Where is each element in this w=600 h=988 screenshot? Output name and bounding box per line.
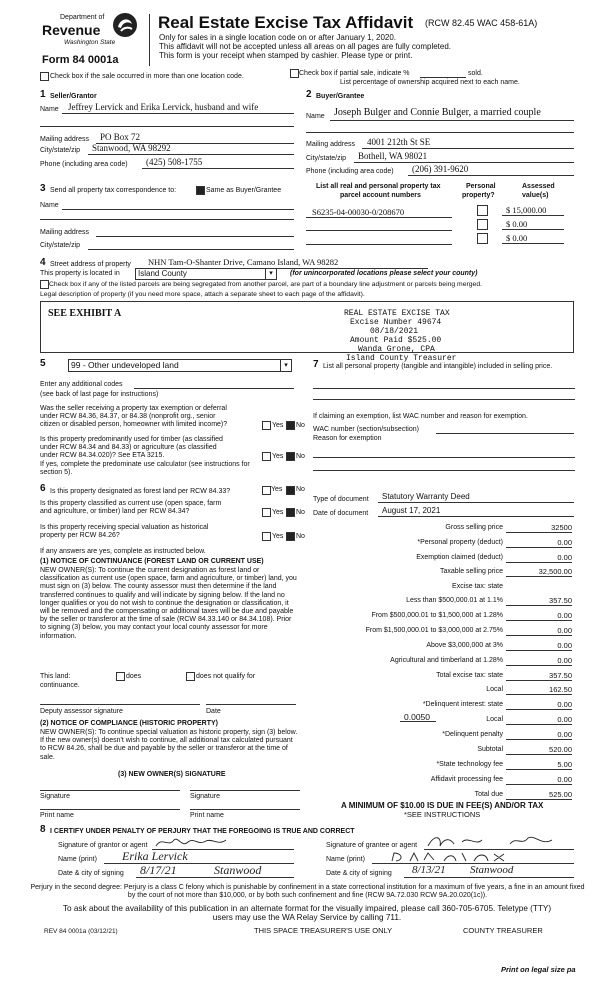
- parcel-col1: List all real and personal property tax: [316, 183, 441, 190]
- stamp-line6: Island County Treasurer: [346, 354, 457, 363]
- reason-label: Reason for exemption: [313, 435, 382, 442]
- doc-type-label: Type of document: [313, 496, 369, 503]
- sec6-q3b: property per RCW 84.26?: [40, 532, 120, 539]
- sold-label: sold.: [468, 70, 483, 77]
- value-line: [502, 229, 564, 230]
- county-treasurer-label: COUNTY TREASURER: [463, 926, 543, 935]
- grantor-date-line: [136, 877, 294, 878]
- rev-label: REV 84 0001a (03/12/21): [44, 928, 118, 935]
- yes-label: Yes: [271, 486, 283, 493]
- historic-yes-checkbox[interactable]: [262, 532, 271, 541]
- tax-row-value[interactable]: 520.00: [549, 745, 572, 754]
- seller-name-line: [62, 113, 294, 114]
- tax-row-label: Local: [486, 686, 503, 693]
- tax-row-label: Affidavit processing fee: [430, 776, 503, 783]
- tax-row-value[interactable]: 0.00: [557, 656, 572, 665]
- chevron-down-icon: ▾: [280, 360, 291, 371]
- notice1-text: NEW OWNER(S): To continue the current designation as forest land or classification as current use (open space, farm and agriculture, or timber) land, you must sign on (3) below. The county assessor must then determine if the land transferred continues to qualify and will indicate by signing below. If the land no longer qualifies or you do not wish to continue the designation or classification, it will be removed and the compensating or additional taxes will be due and payable by the seller or transferor at the time of sale (RCW 84.33.140 or 84.34.108). Prior to signing (3) below, you may contact your local county assessor for more information.: [40, 567, 297, 640]
- tax-row-value[interactable]: 357.50: [549, 596, 572, 605]
- buyer-city[interactable]: Bothell, WA 98021: [358, 151, 428, 161]
- owner-print-label1: Print name: [40, 812, 74, 819]
- form-title: Real Estate Excise Tax Affidavit: [158, 13, 414, 32]
- parcel-col2: Personal: [466, 183, 496, 190]
- legal-description: SEE EXHIBIT A: [48, 308, 122, 319]
- exempt-label: If claiming an exemption, list WAC number and reason for exemption.: [313, 413, 528, 420]
- this-land-label: This land:: [40, 673, 71, 680]
- buyer-city-label: City/state/zip: [306, 155, 347, 162]
- tax-row-line: [506, 532, 572, 533]
- sec6-q1: Is this property designated as forest land per RCW 84.33?: [50, 488, 231, 495]
- seller-phone-line: [142, 168, 294, 169]
- tax-row-value[interactable]: 0.00: [557, 715, 572, 724]
- current-use-no-checkbox[interactable]: [286, 508, 295, 517]
- tax-row-line: [506, 620, 572, 621]
- corr-name-label: Name: [40, 202, 59, 209]
- sec5-q1c: citizen or disabled person, homeowner with limited income)?: [40, 421, 228, 428]
- tax-row-line: [506, 694, 572, 695]
- forest-no-checkbox[interactable]: [286, 486, 295, 495]
- notice2-text: NEW OWNER(S): To continue special valuation as historic property, sign (3) below. If the new owner(s) doesn't wish to continue, all additional tax calculated pursuant to RCW 84.26, shall be due and payable by the seller or transferor at the time of sale.: [40, 729, 298, 761]
- seller-no: 1: [40, 89, 46, 100]
- tax-row-value[interactable]: 0.00: [557, 538, 572, 547]
- owner-sig-label2: Signature: [190, 793, 220, 800]
- grantor-date-label: Date & city of signing: [58, 870, 124, 877]
- buyer-city-line: [354, 162, 574, 163]
- owner-print-line2: [190, 809, 300, 810]
- no-label: No: [296, 533, 305, 540]
- sec8-no: 8: [40, 824, 46, 835]
- seller-phone-label: Phone (including area code): [40, 161, 128, 168]
- sec6-note: If any answers are yes, complete as instructed below.: [40, 548, 206, 555]
- tax-row-line: [506, 799, 572, 800]
- yes-label: Yes: [272, 533, 284, 540]
- reason-line2: [313, 470, 575, 471]
- notice1-title: (1) NOTICE OF CONTINUANCE (FOREST LAND OR CURRENT USE): [40, 558, 264, 565]
- grantee-sig-label: Signature of grantee or agent: [326, 842, 418, 849]
- dor-swirl-icon: [112, 12, 138, 38]
- buyer-mail-label: Mailing address: [306, 141, 356, 148]
- seller-mail-label: Mailing address: [40, 136, 90, 143]
- tax-row-line: [506, 754, 572, 755]
- buyer-heading: Buyer/Grantee: [316, 93, 365, 100]
- wac-label: WAC number (section/subsection): [313, 426, 419, 433]
- located-note: (for unincorporated locations please select your county): [290, 270, 478, 277]
- grantee-date-label: Date & city of signing: [326, 870, 392, 877]
- seller-name-line2: [40, 126, 294, 127]
- seller-phone[interactable]: (425) 508-1755: [146, 157, 203, 167]
- seller-mail[interactable]: PO Box 72: [100, 132, 141, 142]
- no-label: No: [296, 422, 305, 429]
- seller-heading: Seller/Grantor: [50, 93, 97, 100]
- q2-no-checkbox[interactable]: [286, 452, 295, 461]
- sec5-q2b: under RCW 84.34 and 84.33) or agriculture (as classified: [40, 444, 217, 451]
- assessed-value[interactable]: $ 0.00: [506, 233, 528, 243]
- tax-row-value[interactable]: 0.00: [557, 775, 572, 784]
- grantor-date[interactable]: 8/17/21: [140, 863, 177, 877]
- corr-mail-label: Mailing address: [40, 229, 90, 236]
- parcel-line: [306, 217, 452, 218]
- property-no: 4: [40, 257, 46, 268]
- deputy-date-line: [206, 704, 296, 705]
- grantor-sig-label: Signature of grantor or agent: [58, 842, 148, 849]
- sec5-q2d: If yes, complete the predominate use calculator (see instructions for: [40, 461, 250, 468]
- tax-row-label: Exemption claimed (deduct): [416, 554, 503, 561]
- tax-row-label: Agricultural and timberland at 1.28%: [390, 657, 503, 664]
- stamp-line1: REAL ESTATE EXCISE TAX: [344, 309, 450, 318]
- tax-row-label: *Personal property (deduct): [417, 539, 503, 546]
- minimum-note: A MINIMUM OF $10.00 IS DUE IN FEE(S) AND/OR TAX: [341, 801, 544, 810]
- tax-row-line: [506, 784, 572, 785]
- tax-row-line: [506, 650, 572, 651]
- county-select[interactable]: [135, 268, 277, 280]
- seller-city[interactable]: Stanwood, WA 98292: [92, 143, 171, 153]
- parcel-line: [306, 244, 452, 245]
- tax-row-label: From $1,500,000.01 to $3,000,000 at 2.75%: [365, 627, 503, 634]
- doc-date-line: [378, 516, 574, 517]
- partial-sale-checkbox[interactable]: [290, 69, 299, 78]
- grantee-date[interactable]: 8/13/21: [412, 864, 446, 876]
- multi-location-checkbox[interactable]: [40, 72, 49, 81]
- continuance-label: continuance.: [40, 682, 80, 689]
- sec5-q1a: Was the seller receiving a property tax exemption or deferral: [40, 405, 227, 412]
- form-rcw: (RCW 82.45 WAC 458-61A): [425, 18, 538, 28]
- tax-row-line: [506, 769, 572, 770]
- grantor-name-label: Name (print): [58, 856, 97, 863]
- tax-row-line: [506, 576, 572, 577]
- does-label: does: [126, 673, 142, 680]
- codes-label: Enter any additional codes: [40, 381, 123, 388]
- tax-row-line: [506, 635, 572, 636]
- wac-line: [436, 433, 574, 434]
- grantee-city[interactable]: Stanwood: [470, 864, 514, 876]
- tax-row-value[interactable]: 0.00: [557, 626, 572, 635]
- sec5-q2a: Is this property predominantly used for timber (as classified: [40, 436, 223, 443]
- tax-row-value[interactable]: 357.50: [549, 671, 572, 680]
- sec5-no: 5: [40, 358, 46, 369]
- parcel-col1b: parcel account numbers: [340, 192, 421, 199]
- personal-property-checkbox[interactable]: [477, 233, 488, 244]
- perjury-text-body: Perjury in the second degree: Perjury is a class C felony which is punishable by confinement in a state correctional institution for a maximum of five years, a fine in an amount fixed by the court of not more than $10,000, or by both such confinement and fine (RCW 9A.72.030 RCW 9A.20.020(1c)).: [30, 884, 585, 899]
- tax-row-line: [506, 562, 572, 563]
- assessed-value[interactable]: $ 0.00: [506, 219, 528, 229]
- tax-row-label: Subtotal: [477, 746, 503, 753]
- value-line: [502, 215, 564, 216]
- yes-label: Yes: [272, 453, 284, 460]
- tax-row-label: Less than $500,000.01 at 1.1%: [406, 597, 503, 604]
- doc-date-label: Date of document: [313, 510, 369, 517]
- dept-line1: Department of: [60, 14, 105, 21]
- q1-yes-checkbox[interactable]: [262, 421, 271, 430]
- street-address[interactable]: NHN Tam-O-Shanter Drive, Camano Island, WA 98282: [148, 257, 339, 267]
- personal-property-checkbox[interactable]: [477, 219, 488, 230]
- notice-2: This affidavit will not be accepted unless all areas on all pages are fully completed.: [159, 42, 452, 51]
- value-line: [502, 243, 564, 244]
- buyer-no: 2: [306, 89, 312, 100]
- sec5-q1b: under RCW 84.36, 84.37, or 84.38 (nonprofit org., senior: [40, 413, 216, 420]
- stamp-line5: Wanda Grone, CPA: [358, 345, 435, 354]
- tax-row-value[interactable]: 162.50: [549, 685, 572, 694]
- does-not-label: does not qualify for: [196, 673, 256, 680]
- historic-no-checkbox[interactable]: [286, 532, 295, 541]
- header-divider: [149, 14, 150, 66]
- local-rate[interactable]: 0.0050: [404, 712, 430, 722]
- owner-sig-label1: Signature: [40, 793, 70, 800]
- partial-sale-label: Check box if partial sale, indicate %: [299, 70, 410, 77]
- legal-size-note: Print on legal size pa: [501, 965, 576, 974]
- owner-sig-line2: [190, 790, 300, 791]
- tax-row-line: [506, 724, 572, 725]
- sec7-line1: [313, 388, 575, 389]
- tax-row-value[interactable]: 32500: [551, 523, 572, 532]
- tax-row-label: Excise tax: state: [452, 583, 503, 590]
- seller-city-line: [88, 154, 294, 155]
- land-use-select[interactable]: [68, 359, 292, 372]
- notice-1: Only for sales in a single location code on or after January 1, 2020.: [159, 33, 397, 42]
- land-use-value: 99 - Other undeveloped land: [71, 360, 179, 370]
- buyer-name-line2: [306, 132, 574, 133]
- tax-row-label: Total excise tax: state: [436, 672, 503, 679]
- buyer-phone-label: Phone (including area code): [306, 168, 394, 175]
- parcel-line: [306, 230, 452, 231]
- tax-row-value[interactable]: 0.00: [557, 641, 572, 650]
- tax-row-value[interactable]: 0.00: [557, 553, 572, 562]
- doc-type-line: [378, 502, 574, 503]
- tax-row-label: From $500,000.01 to $1,500,000 at 1.28%: [371, 612, 503, 619]
- sec6-q2b: and agriculture, or timber) land per RCW 84.34?: [40, 508, 190, 515]
- corr-mail-line: [96, 236, 294, 237]
- no-label: No: [296, 453, 305, 460]
- chevron-down-icon: ▾: [265, 269, 276, 279]
- codes-line: [134, 388, 294, 389]
- no-label: No: [296, 486, 305, 493]
- tax-row-value[interactable]: 32,500.00: [538, 567, 572, 576]
- parcel-col3: Assessed: [522, 183, 555, 190]
- forest-yes-checkbox[interactable]: [262, 486, 271, 495]
- tax-row-label: Taxable selling price: [439, 568, 503, 575]
- seller-city-label: City/state/zip: [40, 147, 81, 154]
- stamp-line4: Amount Paid $525.00: [350, 336, 442, 345]
- sec6-q3: Is this property receiving special valuation as historical: [40, 524, 209, 531]
- tax-row-label: Total due: [474, 791, 503, 798]
- deputy-label: Deputy assessor signature: [40, 708, 123, 715]
- same-as-buyer-label: Same as Buyer/Grantee: [206, 187, 282, 194]
- partial-pct-field[interactable]: [420, 77, 466, 78]
- tax-row-label: Gross selling price: [445, 524, 503, 531]
- deputy-line: [40, 704, 200, 705]
- assessed-value[interactable]: $ 15,000.00: [506, 205, 547, 215]
- tax-row-label: *Delinquent penalty: [442, 731, 503, 738]
- corr-city-label: City/state/zip: [40, 242, 81, 249]
- q2-yes-checkbox[interactable]: [262, 452, 271, 461]
- list-pct-note: List percentage of ownership acquired next to each name.: [340, 79, 520, 86]
- sec7-text: List all personal property (tangible and intangible) included in selling price.: [323, 363, 553, 370]
- perjury-text: [30, 884, 585, 900]
- does-qualify-checkbox[interactable]: [116, 672, 125, 681]
- form-number: Form 84 0001a: [42, 54, 119, 66]
- sec6-no: 6: [40, 483, 46, 494]
- grantor-name-line: [104, 863, 294, 864]
- tax-row-label: Local: [486, 716, 503, 723]
- personal-property-checkbox[interactable]: [477, 205, 488, 216]
- buyer-mail-line: [362, 148, 574, 149]
- tax-row-value[interactable]: 525.00: [549, 790, 572, 799]
- segregated-checkbox[interactable]: [40, 280, 49, 289]
- parcel-col3b: value(s): [522, 192, 549, 199]
- corr-name-line: [62, 209, 294, 210]
- parcel-number[interactable]: S6235-04-00030-0/208670: [312, 207, 405, 217]
- stamp-line2: Excise Number 49674: [350, 318, 442, 327]
- tax-row-line: [506, 709, 572, 710]
- tax-row-label: Above $3,000,000 at 3%: [426, 642, 503, 649]
- seller-name[interactable]: Jeffrey Lervick and Erika Lervick, husband and wife: [68, 102, 259, 112]
- q1-no-checkbox[interactable]: [286, 421, 295, 430]
- codes-note: (see back of last page for instructions): [40, 391, 159, 398]
- sec6-q2: Is this property classified as current use (open space, farm: [40, 500, 222, 507]
- tax-row-value[interactable]: 0.00: [557, 700, 572, 709]
- stamp-line3: 08/18/2021: [370, 327, 419, 336]
- tax-row-line: [506, 605, 572, 606]
- sec5-q2e: section 5).: [40, 469, 73, 476]
- grantor-signature: [154, 834, 234, 850]
- grantee-print-name: [388, 850, 518, 864]
- doc-date[interactable]: August 17, 2021: [382, 506, 441, 515]
- buyer-name[interactable]: Joseph Bulger and Connie Bulger, a married couple: [334, 107, 541, 118]
- seller-name-label: Name: [40, 106, 59, 113]
- multi-location-label: Check box if the sale occurred in more than one location code.: [50, 73, 244, 80]
- sec5-q2c: under RCW 84.34.020)? See ETA 3215.: [40, 452, 165, 459]
- current-use-yes-checkbox[interactable]: [262, 508, 271, 517]
- see-instructions: *SEE INSTRUCTIONS: [404, 810, 481, 819]
- does-not-qualify-checkbox[interactable]: [186, 672, 195, 681]
- buyer-phone-line: [408, 175, 574, 176]
- corr-name-line2: [40, 219, 294, 220]
- certify-text: I CERTIFY UNDER PENALTY OF PERJURY THAT THE FOREGOING IS TRUE AND CORRECT: [50, 828, 355, 835]
- tax-row-line: [506, 739, 572, 740]
- dept-line2: Revenue: [42, 22, 101, 38]
- tax-row-label: *Delinquent interest: state: [422, 701, 503, 708]
- buyer-mail[interactable]: 4001 212th St SE: [367, 137, 431, 147]
- corr-city-line: [88, 249, 294, 250]
- parcel-col2b: property?: [462, 192, 495, 199]
- tax-row-line: [506, 547, 572, 548]
- segregated-label: Check box if any of the listed parcels are being segregated from another parcel, are part of a boundary line adjustment or parcels being merged.: [49, 281, 482, 288]
- notice3-title: (3) NEW OWNER(S) SIGNATURE: [118, 771, 226, 778]
- located-label: This property is located in: [40, 270, 120, 277]
- notice2-title: (2) NOTICE OF COMPLIANCE (HISTORIC PROPERTY): [40, 720, 218, 727]
- notice-3: This form is your receipt when stamped by cashier. Please type or print.: [159, 51, 413, 60]
- tax-row-value[interactable]: 5.00: [557, 760, 572, 769]
- tax-row-value[interactable]: 0.00: [557, 611, 572, 620]
- grantee-name-label: Name (print): [326, 856, 365, 863]
- yes-label: Yes: [272, 509, 284, 516]
- buyer-name-line: [330, 120, 574, 121]
- dept-line3: Washington State: [64, 39, 116, 46]
- sec7-no: 7: [313, 359, 319, 370]
- sec7-line2: [313, 399, 575, 400]
- treasurer-only-label: THIS SPACE TREASURER'S USE ONLY: [254, 926, 393, 935]
- grantee-date-line: [404, 877, 574, 878]
- county-value: Island County: [138, 269, 187, 278]
- grantee-signature: [424, 832, 564, 850]
- doc-type[interactable]: Statutory Warranty Deed: [382, 492, 470, 501]
- legal-label: Legal description of property (if you need more space, attach a separate sheet to each page of the affidavit).: [40, 291, 365, 298]
- tax-row-line: [506, 680, 572, 681]
- grantor-city[interactable]: Stanwood: [214, 863, 262, 877]
- alt-format-text: To ask about the availability of this publication in an alternate format for the visually impaired, please call 360-705-6705. Teletype (TTY) users may use the WA Relay Service by calling 711.: [62, 904, 552, 922]
- tax-row-label: *State technology fee: [436, 761, 503, 768]
- deputy-date-label: Date: [206, 708, 221, 715]
- tax-row-value[interactable]: 0.00: [557, 730, 572, 739]
- dor-logo: [38, 12, 150, 52]
- corr-no: 3: [40, 183, 46, 194]
- owner-sig-line1: [40, 790, 180, 791]
- yes-label: Yes: [272, 422, 284, 429]
- grantor-print-name[interactable]: Erika Lervick: [122, 849, 188, 863]
- owner-print-line1: [40, 809, 180, 810]
- buyer-phone[interactable]: (206) 391-9620: [412, 164, 469, 174]
- street-label: Street address of property: [50, 261, 131, 268]
- same-as-buyer-checkbox[interactable]: [196, 186, 205, 195]
- no-label: No: [296, 509, 305, 516]
- owner-print-label2: Print name: [190, 812, 224, 819]
- buyer-name-label: Name: [306, 113, 325, 120]
- reason-line1: [313, 457, 575, 458]
- tax-row-line: [506, 665, 572, 666]
- corr-heading: Send all property tax correspondence to:: [50, 187, 177, 194]
